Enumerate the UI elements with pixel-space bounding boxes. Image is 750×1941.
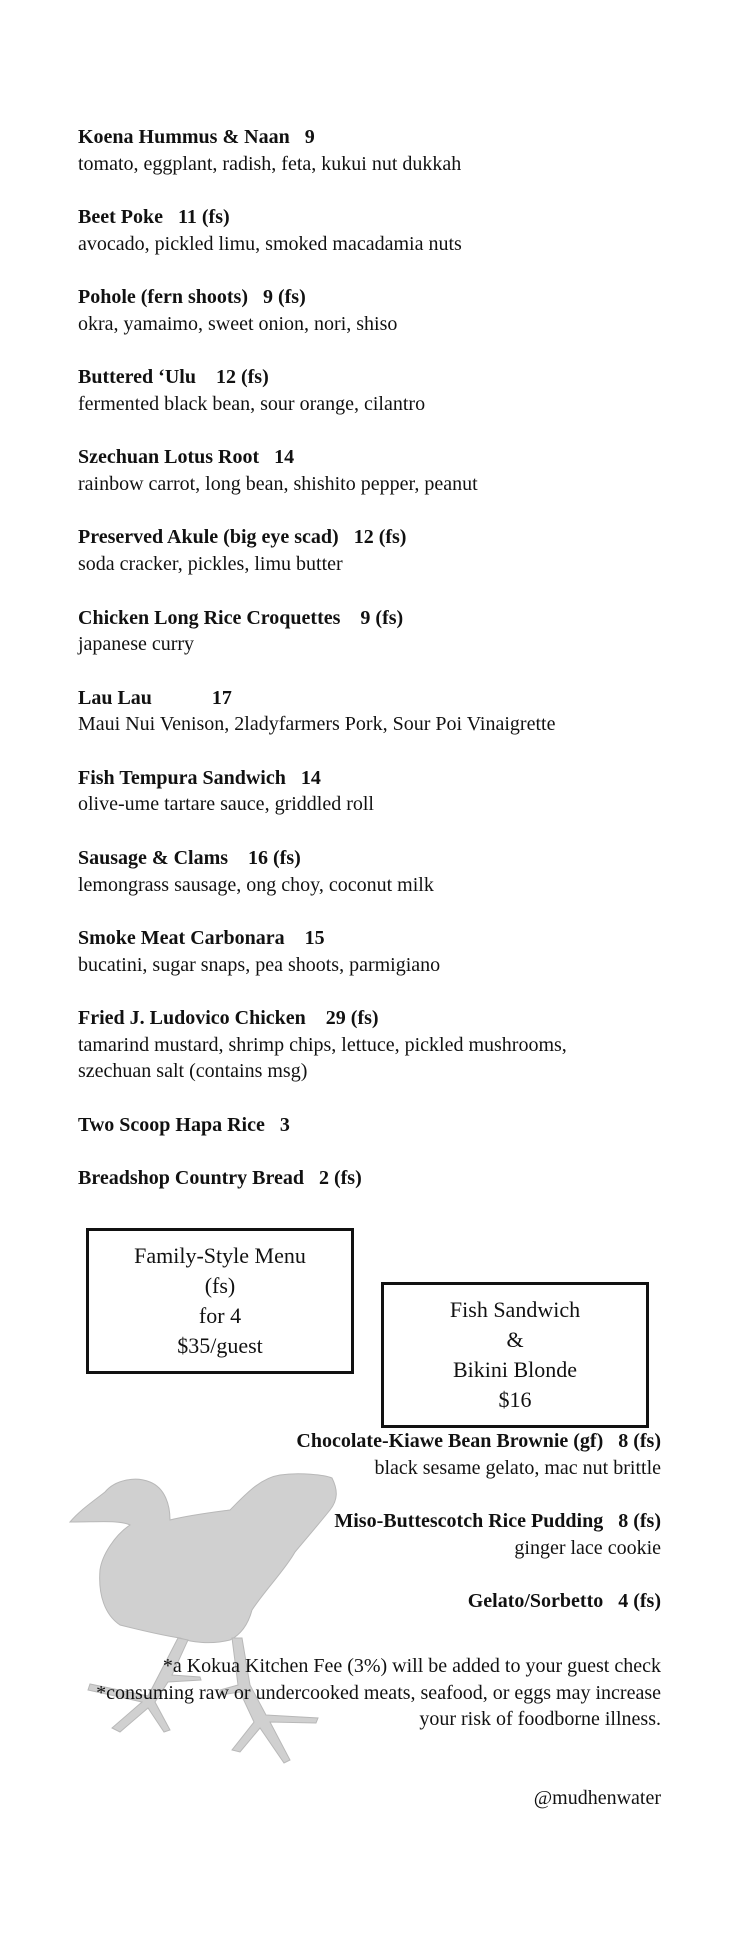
menu-item-title: Chicken Long Rice Croquettes 9 (fs) <box>78 606 404 629</box>
menu-item-title: Beet Poke 11 (fs) <box>78 206 230 229</box>
dessert-description: black sesame gelato, mac nut brittle <box>374 1456 661 1479</box>
menu-item-title: Fish Tempura Sandwich 14 <box>78 766 321 789</box>
menu-item-description: bucatini, sugar snaps, pea shoots, parmigiano <box>78 953 441 976</box>
menu-item-title: Sausage & Clams 16 (fs) <box>78 846 301 869</box>
menu-item-description: lemongrass sausage, ong choy, coconut milk <box>78 873 434 896</box>
social-handle: @mudhenwater <box>533 1787 661 1809</box>
menu-item <box>78 1005 668 1085</box>
menu-item-title: Szechuan Lotus Root 14 <box>78 446 295 469</box>
special-item-2: Bikini Blonde <box>452 1357 578 1382</box>
dessert-item <box>41 1428 661 1481</box>
footnotes <box>71 1653 661 1733</box>
family-style-tag: (fs) <box>204 1273 236 1298</box>
family-style-title: Family-Style Menu <box>134 1243 306 1268</box>
menu-item-description: Maui Nui Venison, 2ladyfarmers Pork, Sour Poi Vinaigrette <box>78 713 556 736</box>
menu-item <box>78 284 668 337</box>
menu-items-list <box>78 124 668 1219</box>
menu-item <box>78 204 668 257</box>
menu-item-title: Pohole (fern shoots) 9 (fs) <box>78 286 306 309</box>
menu-item <box>78 124 668 177</box>
fish-sandwich-special-box <box>381 1282 649 1428</box>
menu-item-title: Breadshop Country Bread 2 (fs) <box>78 1167 362 1190</box>
dessert-description: ginger lace cookie <box>514 1536 661 1559</box>
menu-item <box>78 845 668 898</box>
dessert-item <box>41 1588 661 1615</box>
menu-item-description: tamarind mustard, shrimp chips, lettuce, pickled mushrooms, szechuan salt (contains msg) <box>78 1033 567 1083</box>
menu-item-description: olive-ume tartare sauce, griddled roll <box>78 793 374 816</box>
family-style-party-size: for 4 <box>198 1303 242 1328</box>
menu-item-description: soda cracker, pickles, limu butter <box>78 553 343 576</box>
dessert-title: Miso-Buttescotch Rice Pudding 8 (fs) <box>334 1510 661 1533</box>
kitchen-fee-note: *a Kokua Kitchen Fee (3%) will be added to your guest check <box>162 1655 661 1677</box>
special-item-1: Fish Sandwich <box>449 1297 581 1322</box>
menu-item-title: Smoke Meat Carbonara 15 <box>78 926 325 949</box>
menu-item-title: Lau Lau 17 <box>78 686 232 709</box>
dessert-item <box>41 1508 661 1561</box>
menu-item-title: Fried J. Ludovico Chicken 29 (fs) <box>78 1007 379 1030</box>
menu-item-title: Buttered ‘Ulu 12 (fs) <box>78 366 269 389</box>
menu-item <box>78 1165 668 1192</box>
raw-food-warning: *consuming raw or undercooked meats, seafood, or eggs may increase your risk of foodborne illness. <box>96 1681 661 1730</box>
menu-item <box>78 524 668 577</box>
menu-item-description: fermented black bean, sour orange, cilantro <box>78 392 426 415</box>
menu-item-description: tomato, eggplant, radish, feta, kukui nut dukkah <box>78 152 462 175</box>
menu-item-description: avocado, pickled limu, smoked macadamia nuts <box>78 232 462 255</box>
menu-item <box>78 605 668 658</box>
menu-item-description: japanese curry <box>78 633 195 656</box>
menu-item-title: Koena Hummus & Naan 9 <box>78 126 315 148</box>
special-ampersand: & <box>506 1327 524 1352</box>
menu-item <box>78 925 668 978</box>
desserts-list <box>41 1428 661 1642</box>
dessert-title: Gelato/Sorbetto 4 (fs) <box>467 1590 661 1613</box>
family-style-menu-box <box>86 1228 354 1374</box>
menu-item-title: Preserved Akule (big eye scad) 12 (fs) <box>78 526 407 549</box>
menu-item <box>78 444 668 497</box>
dessert-title: Chocolate-Kiawe Bean Brownie (gf) 8 (fs) <box>296 1430 661 1452</box>
menu-item-description: rainbow carrot, long bean, shishito pepper, peanut <box>78 473 478 496</box>
family-style-price: $35/guest <box>177 1333 263 1358</box>
menu-item-description: okra, yamaimo, sweet onion, nori, shiso <box>78 312 398 335</box>
menu-item <box>78 1112 668 1139</box>
menu-item <box>78 685 668 738</box>
menu-item <box>78 765 668 818</box>
menu-item <box>78 364 668 417</box>
menu-item-title: Two Scoop Hapa Rice 3 <box>78 1113 290 1136</box>
special-price: $16 <box>498 1387 532 1412</box>
